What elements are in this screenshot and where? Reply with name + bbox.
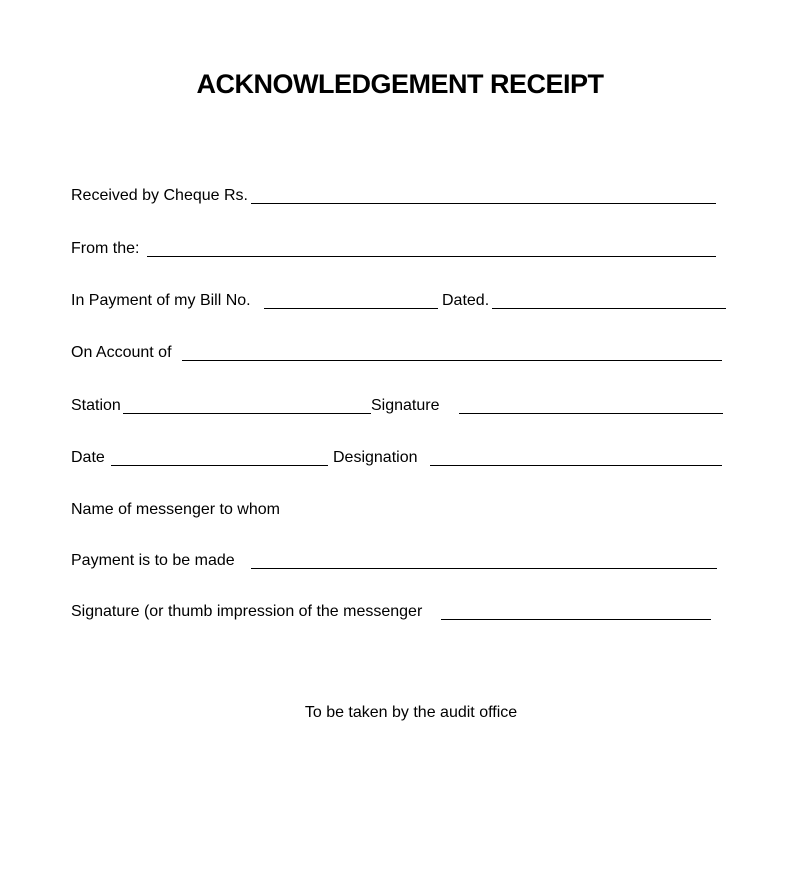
date-label: Date	[71, 449, 105, 466]
on-account-label: On Account of	[71, 344, 172, 361]
received-by-cheque-field[interactable]	[251, 203, 716, 204]
received-by-cheque-label: Received by Cheque Rs.	[71, 187, 248, 204]
bill-no-label: In Payment of my Bill No.	[71, 292, 251, 309]
on-account-row	[71, 341, 723, 365]
signature-label: Signature	[371, 397, 440, 414]
payment-made-label: Payment is to be made	[71, 552, 235, 569]
date-designation-row	[71, 446, 723, 470]
messenger-name-label: Name of messenger to whom	[71, 501, 280, 518]
messenger-signature-field[interactable]	[441, 619, 711, 620]
station-field[interactable]	[123, 413, 371, 414]
payment-made-field[interactable]	[251, 568, 717, 569]
date-field[interactable]	[111, 465, 328, 466]
payment-made-row	[71, 549, 719, 573]
bill-payment-row	[71, 289, 727, 313]
designation-field[interactable]	[430, 465, 722, 466]
dated-label: Dated.	[442, 292, 490, 309]
from-field[interactable]	[147, 256, 716, 257]
from-row	[71, 237, 717, 261]
dated-field[interactable]	[492, 308, 726, 309]
signature-field[interactable]	[459, 413, 723, 414]
from-label: From the:	[71, 240, 140, 257]
messenger-signature-label: Signature (or thumb impression of the messenger	[71, 603, 423, 620]
messenger-signature-row	[71, 600, 713, 624]
on-account-field[interactable]	[182, 360, 722, 361]
document-title: ACKNOWLEDGEMENT RECEIPT	[196, 69, 604, 99]
audit-office-note: To be taken by the audit office	[304, 704, 518, 721]
station-label: Station	[71, 397, 121, 414]
received-by-cheque-row	[71, 184, 717, 208]
bill-no-field[interactable]	[264, 308, 438, 309]
designation-label: Designation	[333, 449, 418, 466]
station-signature-row	[71, 394, 724, 418]
messenger-name-row	[71, 498, 371, 522]
